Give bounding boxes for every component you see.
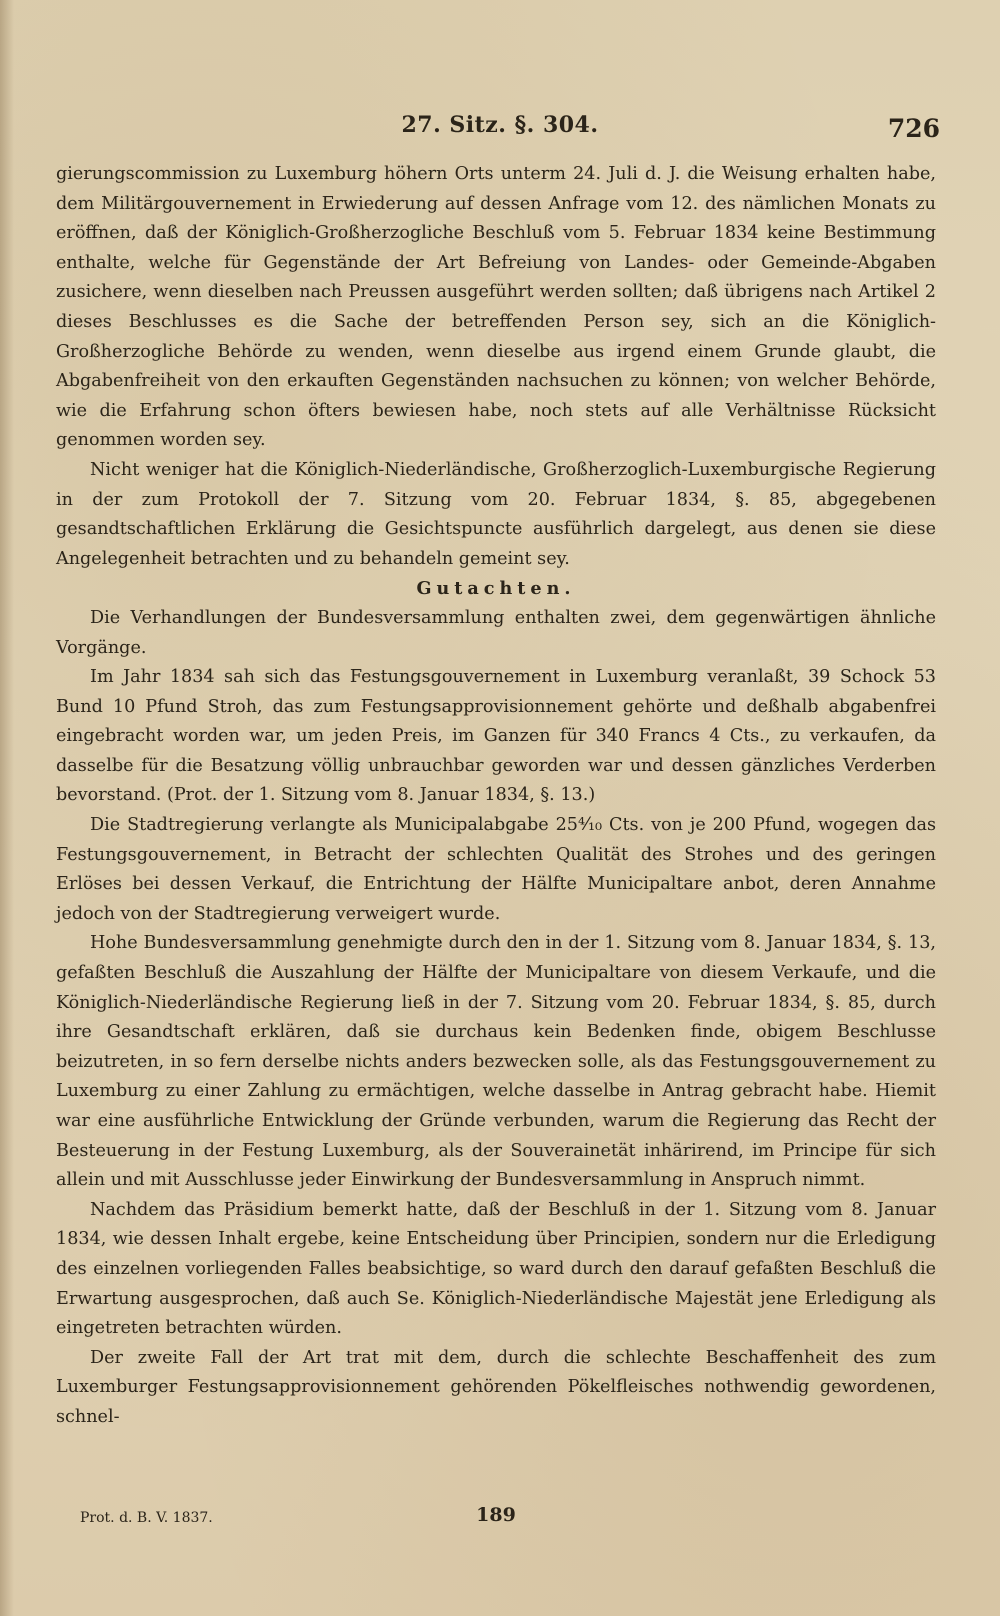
running-title: 27. Sitz. §. 304. [401, 112, 599, 138]
paragraph: Nachdem das Präsidium bemerkt hatte, daß der Beschluß in der 1. Sitzung vom 8. Januar 1834, wie dessen Inhalt ergebe, keine Entscheidung über Principien, sondern nur die Erledigung des einzelnen vorliegenden Falles beabsichtige, so ward durch den darauf gefaßten Beschluß die Erwartung ausgesprochen, daß auch Se. Königlich-Niederländische Majestät jene Erledigung als eingetreten betrachten würden. [56, 1199, 936, 1339]
paragraph: Nicht weniger hat die Königlich-Niederländische, Großherzoglich-Luxemburgische Regierung in der zum Protokoll der 7. Sitzung vom 20. Februar 1834, §. 85, abgegebenen gesandtschaftlichen Erklärung die Gesichtspuncte ausführlich dargelegt, aus denen sie diese Angelegenheit betrachten und zu behandeln gemeint sey. [56, 459, 936, 569]
page-footer [56, 1500, 936, 1530]
paragraph: Der zweite Fall der Art trat mit dem, durch die schlechte Beschaffenheit des zum Luxemburger Festungsapprovisionnement gehörenden Pökelfleisches nothwendig gewordenen, schnel- [56, 1347, 936, 1427]
paragraph: Im Jahr 1834 sah sich das Festungsgouvernement in Luxemburg veranlaßt, 39 Schock 53 Bund 10 Pfund Stroh, das zum Festungsapprovisionnement gehörte und deßhalb abgabenfrei eingebracht worden war, um jeden Preis, im Ganzen für 340 Francs 4 Cts., zu verkaufen, da dasselbe für die Besatzung völlig unbrauchbar geworden war und dessen gänzliches Verderben bevorstand. (Prot. der 1. Sitzung vom 8. Januar 1834, §. 13.) [56, 667, 936, 806]
paragraph: Hohe Bundesversammlung genehmigte durch den in der 1. Sitzung vom 8. Januar 1834, §. 13, gefaßten Beschluß die Auszahlung der Hälfte der Municipaltare von diesem Verkaufe, und die Königlich-Niederländische Regierung ließ in der 7. Sitzung vom 20. Februar 1834, §. 85, durch ihre Gesandtschaft erklären, daß sie durchaus kein Bedenken finde, obigem Beschlusse beizutreten, in so fern derselbe nichts anders bezwecken solle, als das Festungsgouvernement zu Luxemburg zu einer Zahlung zu ermächtigen, welche dasselbe in Antrag gebracht habe. Hiemit war eine ausführliche Entwicklung der Gründe verbunden, warum die Regierung das Recht der Besteuerung in der Festung Luxemburg, als der Souverainetät inhärirend, im Principe für sich allein und mit Ausschlusse jeder Einwirkung der Bundesversammlung in Anspruch nimmt. [56, 933, 936, 1191]
page-number: 726 [887, 114, 940, 143]
section-heading: Gutachten. [416, 578, 576, 600]
running-head [60, 112, 940, 146]
signature-mark: Prot. d. B. V. 1837. [80, 1510, 213, 1526]
page-edge-shadow [0, 0, 14, 1616]
paragraph: Die Verhandlungen der Bundesversammlung enthalten zwei, dem gegenwärtigen ähnliche Vorgänge. [56, 607, 936, 658]
body-text [56, 160, 936, 1433]
paragraph: Die Stadtregierung verlangte als Municipalabgabe 25⁴⁄₁₀ Cts. von je 200 Pfund, wogegen das Festungsgouvernement, in Betracht der schlechten Qualität des Strohes und des geringen Erlöses bei dessen Verkauf, die Entrichtung der Hälfte Municipaltare anbot, deren Annahme jedoch von der Stadtregierung verweigert wurde. [56, 815, 936, 924]
sheet-number: 189 [476, 1504, 516, 1526]
paragraph-continued: gierungscommission zu Luxemburg höhern Orts unterm 24. Juli d. J. die Weisung erhalten habe, dem Militärgouvernement in Erwiederung auf dessen Anfrage vom 12. des nämlichen Monats zu eröffnen, daß der Königlich-Großherzogliche Beschluß vom 5. Februar 1834 keine Bestimmung enthalte, welche für Gegenstände der Art Befreiung von Landes- oder Gemeinde-Abgaben zusichere, wenn dieselben nach Preussen ausgeführt werden sollten; daß übrigens nach Artikel 2 dieses Beschlusses es die Sache der betreffenden Person sey, sich an die Königlich-Großherzogliche Behörde zu wenden, wenn dieselbe aus irgend einem Grunde glaubt, die Abgabenfreiheit von den erkauften Gegenständen nachsuchen zu können; von welcher Behörde, wie die Erfahrung schon öfters bewiesen habe, noch stets auf alle Verhältnisse Rücksicht genommen worden sey. [56, 164, 936, 451]
